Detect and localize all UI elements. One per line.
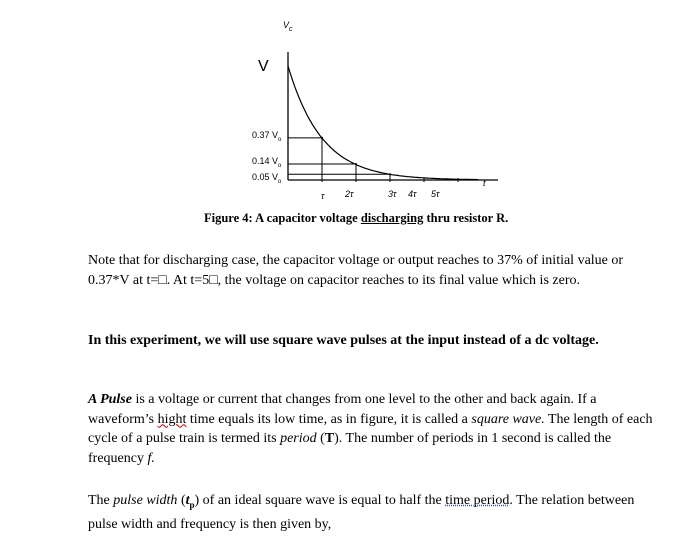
paragraph-pulse: A Pulse is a voltage or current that changes from one level to the other and back again. If a waveform’s hight time equals its low time, as in figure, it is called a square wave. The length of each cycle of a pulse train is termed its period (T). The number of periods in 1 second is called the frequency f. — [88, 392, 653, 466]
level-label-014: 0.14 $V_o$ — [252, 156, 282, 169]
level-label-037: 0.37 $V_o$ — [252, 130, 282, 143]
v-label: V — [258, 58, 269, 75]
vc-discharge-curve — [288, 66, 478, 180]
x-tick-4: 4τ — [408, 189, 417, 199]
x-tick-2: 2τ — [345, 189, 354, 199]
data-point-2 — [355, 163, 357, 165]
paragraph-experiment: In this experiment, we will use square wave pulses at the input instead of a dc voltage. — [88, 333, 599, 348]
figure-caption: Figure 4: A capacitor voltage discharging thru resistor R. — [204, 211, 509, 225]
x-tick-3: 3τ — [388, 189, 397, 199]
level-label-005: 0.05 $V_o$ — [252, 172, 282, 185]
discharge-figure — [238, 18, 498, 200]
data-point-3 — [389, 173, 391, 175]
paragraph-pulse-width: The pulse width $(t_p)$ of an ideal square wave is equal to half the time period. The relation between pulse width and frequency is then given by, — [88, 493, 635, 533]
x-tick-1: τ — [321, 191, 325, 201]
data-point-1 — [321, 137, 323, 139]
paragraph-discharge-note: Note that for discharging case, the capacitor voltage or output reaches to 37% of initial value or 0.37*V at t=□. At t=5□, the voltage on capacitor reaches to its final value which is zero. — [88, 253, 624, 288]
x-tick-5: 5τ — [431, 189, 440, 199]
t-axis-symbol: t — [483, 178, 486, 188]
vc-axis-symbol: $V_c$ — [283, 20, 293, 33]
